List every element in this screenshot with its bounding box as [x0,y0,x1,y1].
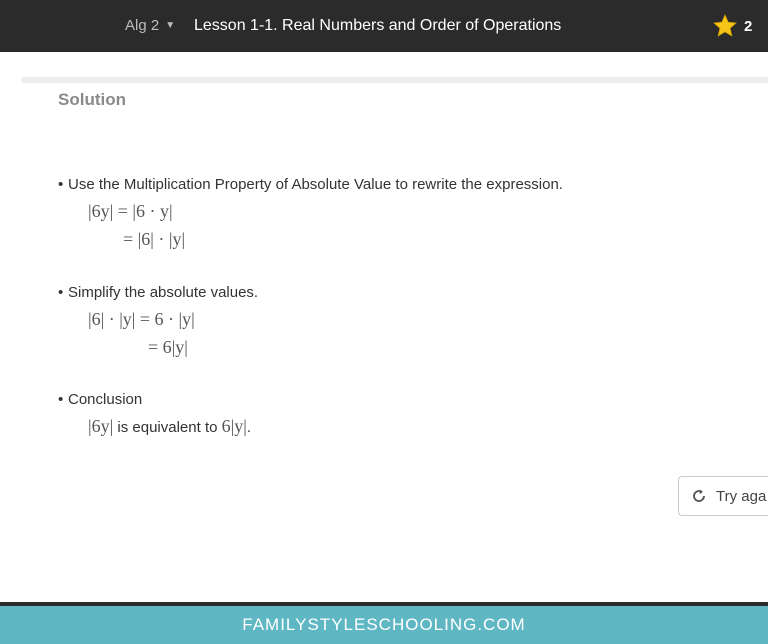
refresh-icon [691,488,707,504]
step-2-text: Simplify the absolute values. [68,284,259,301]
footer-brand: FAMILYSTYLESCHOOLING.COM [242,615,526,634]
conclusion-end: . [246,419,252,436]
bullet: • [58,176,64,193]
step-2-math-line-1: |6| · |y| = 6 · |y| [88,309,195,329]
conclusion-middle: is equivalent to [113,419,222,436]
course-dropdown[interactable] [125,17,175,34]
step-1-math-line-1: |6y| = |6 · y| [88,201,173,221]
top-bar [0,0,768,52]
step-2 [58,284,258,301]
conclusion-lhs: |6y| [88,416,114,436]
star-icon [712,13,738,39]
bullet: • [58,284,64,301]
caret-down-icon: ▼ [165,20,176,31]
step-3 [58,391,142,408]
course-label: Alg 2 [125,17,160,34]
try-again-button[interactable] [678,476,768,516]
step-1-math-line-2: = |6| · |y| [123,229,186,249]
conclusion-line [88,416,251,437]
footer [0,606,768,644]
solution-title: Solution [58,90,126,109]
step-1 [58,176,563,193]
step-2-math-line-2: = 6|y| [148,337,188,357]
step-3-text: Conclusion [68,391,143,408]
bullet: • [58,391,64,408]
stars-counter[interactable] [712,13,752,39]
try-again-label: Try aga [716,487,767,505]
step-1-text: Use the Multiplication Property of Absolute Value to rewrite the expression. [68,176,563,193]
lesson-title: Lesson 1-1. Real Numbers and Order of Operations [194,17,562,34]
section-divider [22,77,768,83]
star-count: 2 [744,17,753,35]
conclusion-rhs: 6|y| [221,416,247,436]
